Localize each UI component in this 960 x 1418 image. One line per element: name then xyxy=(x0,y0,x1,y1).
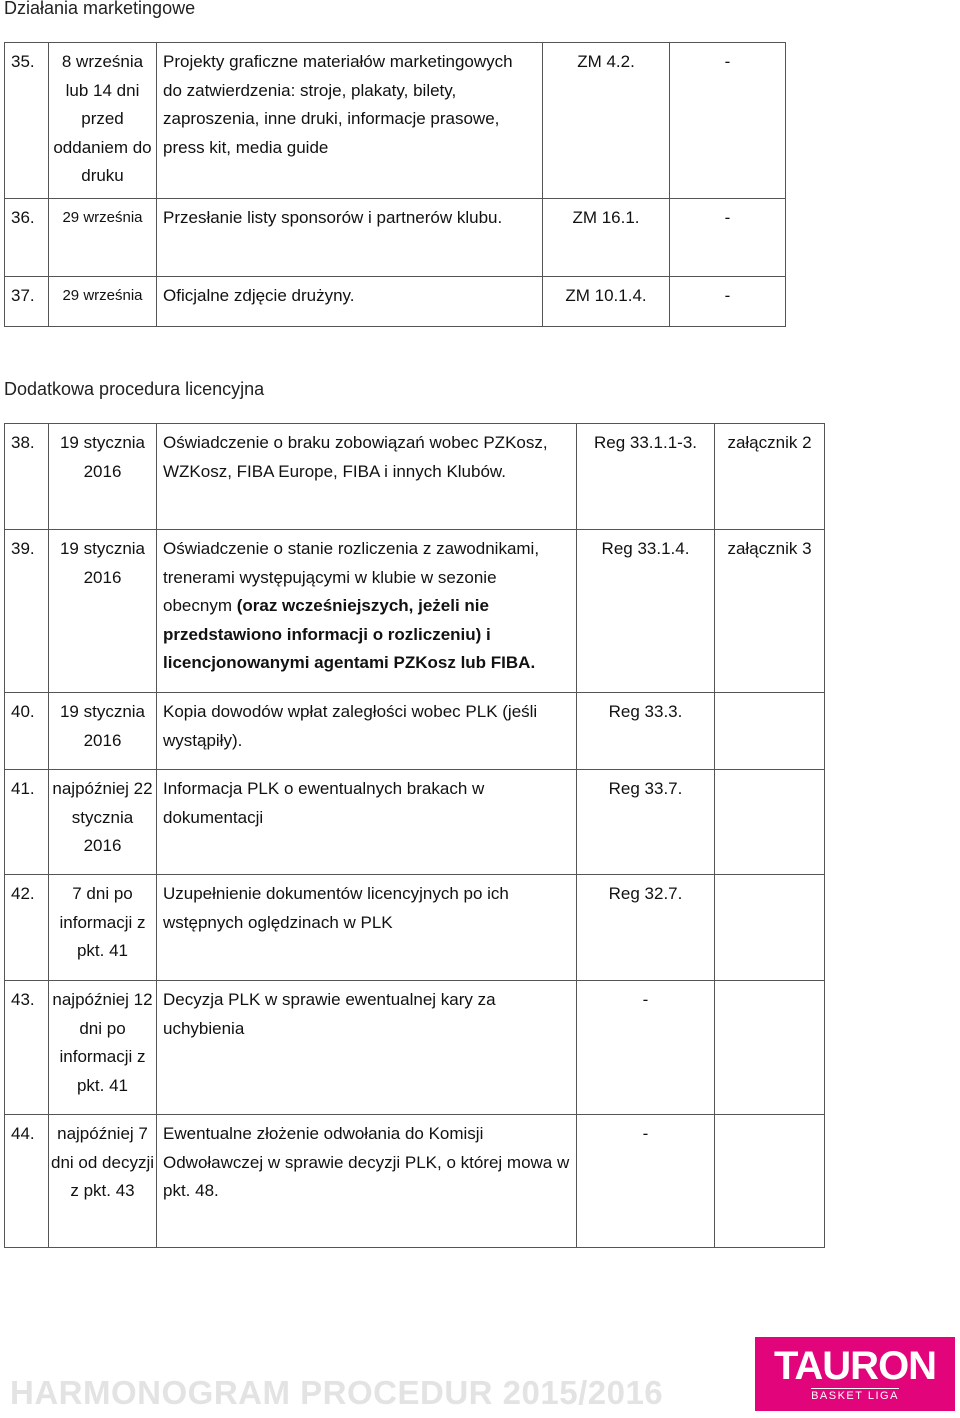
row-reference: ZM 4.2. xyxy=(543,43,670,199)
row-reference: Reg 33.7. xyxy=(577,770,715,875)
row-number: 39. xyxy=(5,530,49,693)
row-date: 29 września xyxy=(49,277,157,327)
logo-main-text: TAURON xyxy=(773,1344,937,1388)
row-number: 36. xyxy=(5,199,49,277)
table-row xyxy=(5,530,825,693)
row-date: najpóźniej 7 dni od decyzji z pkt. 43 xyxy=(49,1115,157,1248)
row-date: 29 września xyxy=(49,199,157,277)
row-description: Oficjalne zdjęcie drużyny. xyxy=(157,277,543,327)
table-row xyxy=(5,770,825,875)
row-attachment xyxy=(715,981,825,1115)
row-reference: Reg 33.1.1-3. xyxy=(577,424,715,530)
row-date: najpóźniej 22 stycznia 2016 xyxy=(49,770,157,875)
row-date: 7 dni po informacji z pkt. 41 xyxy=(49,875,157,981)
table-row xyxy=(5,277,786,327)
table-row xyxy=(5,1115,825,1248)
row-description: Uzupełnienie dokumentów licencyjnych po ich wstępnych oględzinach w PLK xyxy=(157,875,577,981)
table-row xyxy=(5,693,825,770)
row-attachment xyxy=(715,770,825,875)
row-description-bold: (oraz wcześniejszych, jeżeli nie przedstawiono informacji o rozliczeniu) i licencjonowanymi agentami PZKosz lub FIBA. xyxy=(163,596,536,672)
table-row xyxy=(5,199,786,277)
row-description: Oświadczenie o braku zobowiązań wobec PZKosz, WZKosz, FIBA Europe, FIBA i innych Klubów. xyxy=(157,424,577,530)
table-row xyxy=(5,981,825,1115)
row-attachment xyxy=(715,693,825,770)
section-title-licensing: Dodatkowa procedura licencyjna xyxy=(4,379,265,399)
row-attachment xyxy=(715,875,825,981)
row-date: najpóźniej 12 dni po informacji z pkt. 41 xyxy=(49,981,157,1115)
table-row xyxy=(5,875,825,981)
row-reference: Reg 32.7. xyxy=(577,875,715,981)
table-row xyxy=(5,43,786,199)
row-description xyxy=(157,530,577,693)
row-number: 41. xyxy=(5,770,49,875)
row-description-text: Oświadczenie o stanie rozliczenia z zawodnikami, trenerami występującymi w klubie w sezonie obecnym xyxy=(163,539,540,615)
row-attachment: - xyxy=(670,277,786,327)
row-date: 19 stycznia 2016 xyxy=(49,530,157,693)
row-attachment: - xyxy=(670,199,786,277)
logo-sub-text: BASKET LIGA xyxy=(811,1390,899,1402)
licensing-table xyxy=(4,423,825,1248)
footer-title: HARMONOGRAM PROCEDUR 2015/2016 xyxy=(10,1374,664,1411)
table-row xyxy=(5,424,825,530)
row-number: 44. xyxy=(5,1115,49,1248)
row-description: Przesłanie listy sponsorów i partnerów klubu. xyxy=(157,199,543,277)
row-description: Informacja PLK o ewentualnych brakach w dokumentacji xyxy=(157,770,577,875)
row-reference: - xyxy=(577,1115,715,1248)
row-number: 40. xyxy=(5,693,49,770)
row-date: 19 stycznia 2016 xyxy=(49,424,157,530)
row-reference: Reg 33.3. xyxy=(577,693,715,770)
section-title-marketing: Działania marketingowe xyxy=(4,0,196,18)
row-attachment: załącznik 3 xyxy=(715,530,825,693)
row-date: 19 stycznia 2016 xyxy=(49,693,157,770)
row-reference: Reg 33.1.4. xyxy=(577,530,715,693)
row-number: 37. xyxy=(5,277,49,327)
row-date: 8 września lub 14 dni przed oddaniem do druku xyxy=(49,43,157,199)
row-description: Decyzja PLK w sprawie ewentualnej kary za uchybienia xyxy=(157,981,577,1115)
row-description: Ewentualne złożenie odwołania do Komisji Odwoławczej w sprawie decyzji PLK, o której mowa w pkt. 48. xyxy=(157,1115,577,1248)
row-number: 43. xyxy=(5,981,49,1115)
row-attachment xyxy=(715,1115,825,1248)
row-number: 42. xyxy=(5,875,49,981)
marketing-table xyxy=(4,42,786,327)
row-reference: ZM 16.1. xyxy=(543,199,670,277)
row-reference: - xyxy=(577,981,715,1115)
row-description: Projekty graficzne materiałów marketingowych do zatwierdzenia: stroje, plakaty, bilety, zaproszenia, inne druki, informacje prasowe, press kit, media guide xyxy=(157,43,543,199)
row-description: Kopia dowodów wpłat zaległości wobec PLK (jeśli wystąpiły). xyxy=(157,693,577,770)
tauron-basket-liga-logo xyxy=(755,1337,955,1411)
row-number: 38. xyxy=(5,424,49,530)
row-number: 35. xyxy=(5,43,49,199)
row-attachment: załącznik 2 xyxy=(715,424,825,530)
row-reference: ZM 10.1.4. xyxy=(543,277,670,327)
row-attachment: - xyxy=(670,43,786,199)
